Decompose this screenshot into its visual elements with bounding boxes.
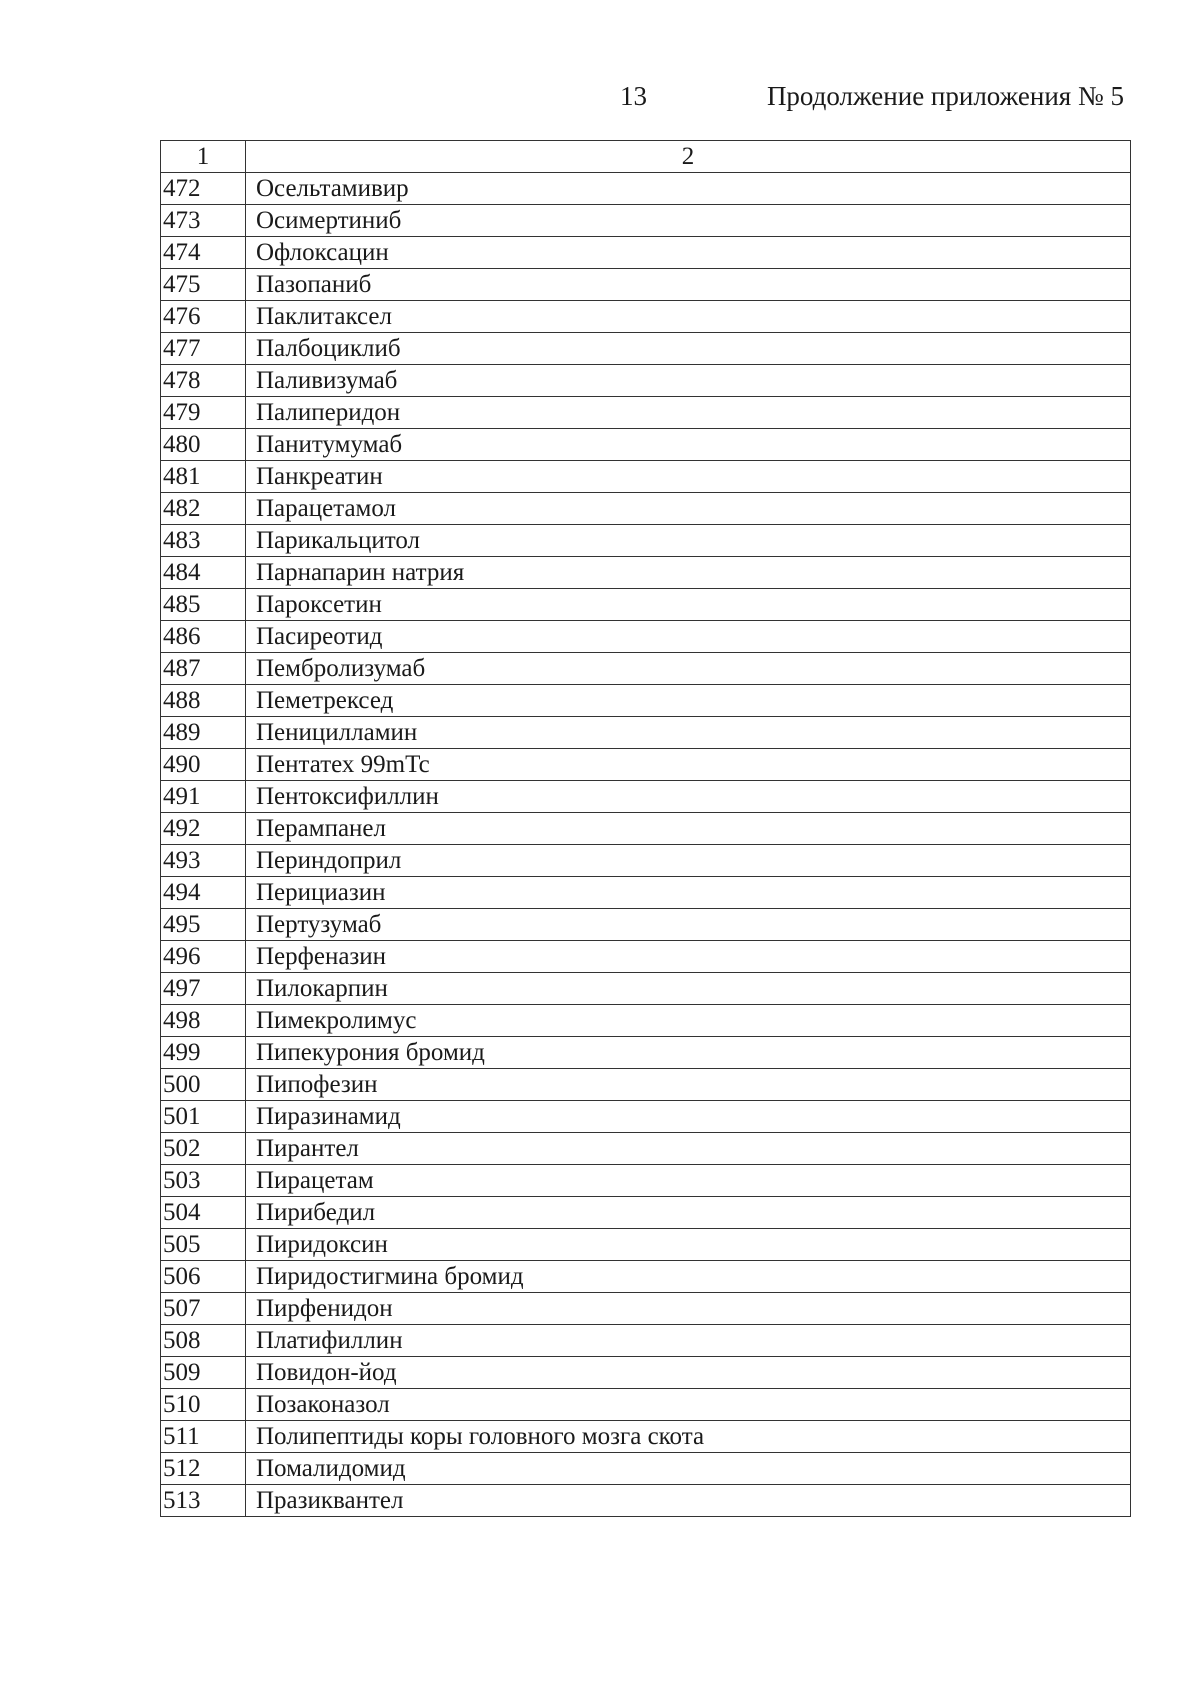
table-row xyxy=(161,909,1131,941)
row-number: 481 xyxy=(161,461,246,493)
drug-name: Пембролизумаб xyxy=(246,653,1131,685)
row-number: 491 xyxy=(161,781,246,813)
drug-name: Празиквантел xyxy=(246,1485,1131,1517)
drug-name: Пилокарпин xyxy=(246,973,1131,1005)
table-row xyxy=(161,461,1131,493)
table-row xyxy=(161,1069,1131,1101)
table-row xyxy=(161,429,1131,461)
drug-name: Осимертиниб xyxy=(246,205,1131,237)
drug-name: Пароксетин xyxy=(246,589,1131,621)
row-number: 482 xyxy=(161,493,246,525)
drug-name: Панитумумаб xyxy=(246,429,1131,461)
table-row xyxy=(161,1229,1131,1261)
drug-name: Пеницилламин xyxy=(246,717,1131,749)
row-number: 505 xyxy=(161,1229,246,1261)
table-row xyxy=(161,973,1131,1005)
drug-name: Паливизумаб xyxy=(246,365,1131,397)
drug-name: Перампанел xyxy=(246,813,1131,845)
table-row xyxy=(161,557,1131,589)
row-number: 494 xyxy=(161,877,246,909)
row-number: 492 xyxy=(161,813,246,845)
column-header-name: 2 xyxy=(246,141,1131,173)
row-number: 480 xyxy=(161,429,246,461)
table-row xyxy=(161,877,1131,909)
table-row xyxy=(161,1101,1131,1133)
row-number: 503 xyxy=(161,1165,246,1197)
drug-name: Перициазин xyxy=(246,877,1131,909)
drug-name: Помалидомид xyxy=(246,1453,1131,1485)
table-row xyxy=(161,365,1131,397)
row-number: 504 xyxy=(161,1197,246,1229)
row-number: 484 xyxy=(161,557,246,589)
drug-name: Пипофезин xyxy=(246,1069,1131,1101)
drug-name: Пертузумаб xyxy=(246,909,1131,941)
table-row xyxy=(161,781,1131,813)
row-number: 483 xyxy=(161,525,246,557)
table-row xyxy=(161,1389,1131,1421)
drug-list-table xyxy=(160,140,1131,1517)
table-row xyxy=(161,269,1131,301)
drug-name: Пентоксифиллин xyxy=(246,781,1131,813)
table-row xyxy=(161,1357,1131,1389)
drug-name: Офлоксацин xyxy=(246,237,1131,269)
table-row xyxy=(161,237,1131,269)
row-number: 477 xyxy=(161,333,246,365)
table-row xyxy=(161,813,1131,845)
drug-name: Пиридостигмина бромид xyxy=(246,1261,1131,1293)
drug-name: Пирантел xyxy=(246,1133,1131,1165)
table-row xyxy=(161,333,1131,365)
row-number: 512 xyxy=(161,1453,246,1485)
table-row xyxy=(161,1197,1131,1229)
drug-name: Пимекролимус xyxy=(246,1005,1131,1037)
row-number: 488 xyxy=(161,685,246,717)
table-row xyxy=(161,717,1131,749)
table-row xyxy=(161,1485,1131,1517)
table-body xyxy=(161,173,1131,1517)
drug-name: Парацетамол xyxy=(246,493,1131,525)
drug-name: Пиридоксин xyxy=(246,1229,1131,1261)
table-row xyxy=(161,1037,1131,1069)
drug-name: Панкреатин xyxy=(246,461,1131,493)
row-number: 474 xyxy=(161,237,246,269)
page-number: 13 xyxy=(620,81,647,111)
table-row xyxy=(161,1165,1131,1197)
drug-name: Пирфенидон xyxy=(246,1293,1131,1325)
row-number: 478 xyxy=(161,365,246,397)
row-number: 507 xyxy=(161,1293,246,1325)
drug-name: Перфеназин xyxy=(246,941,1131,973)
row-number: 498 xyxy=(161,1005,246,1037)
row-number: 479 xyxy=(161,397,246,429)
table-row xyxy=(161,1421,1131,1453)
drug-name: Пентатех 99mTc xyxy=(246,749,1131,781)
row-number: 490 xyxy=(161,749,246,781)
row-number: 499 xyxy=(161,1037,246,1069)
row-number: 508 xyxy=(161,1325,246,1357)
table-row xyxy=(161,397,1131,429)
table-row xyxy=(161,525,1131,557)
drug-name: Парнапарин натрия xyxy=(246,557,1131,589)
drug-name: Пиразинамид xyxy=(246,1101,1131,1133)
table-row xyxy=(161,621,1131,653)
row-number: 502 xyxy=(161,1133,246,1165)
row-number: 506 xyxy=(161,1261,246,1293)
row-number: 489 xyxy=(161,717,246,749)
drug-name: Паклитаксел xyxy=(246,301,1131,333)
drug-name: Повидон-йод xyxy=(246,1357,1131,1389)
table-row xyxy=(161,1325,1131,1357)
table-row xyxy=(161,1005,1131,1037)
drug-name: Пирацетам xyxy=(246,1165,1131,1197)
row-number: 487 xyxy=(161,653,246,685)
row-number: 501 xyxy=(161,1101,246,1133)
row-number: 493 xyxy=(161,845,246,877)
row-number: 497 xyxy=(161,973,246,1005)
table-row xyxy=(161,205,1131,237)
row-number: 510 xyxy=(161,1389,246,1421)
table-header-row xyxy=(161,141,1131,173)
drug-name: Пасиреотид xyxy=(246,621,1131,653)
table-row xyxy=(161,653,1131,685)
row-number: 476 xyxy=(161,301,246,333)
table-row xyxy=(161,493,1131,525)
table-row xyxy=(161,1293,1131,1325)
table-row xyxy=(161,685,1131,717)
row-number: 485 xyxy=(161,589,246,621)
table-row xyxy=(161,749,1131,781)
drug-name: Позаконазол xyxy=(246,1389,1131,1421)
row-number: 473 xyxy=(161,205,246,237)
row-number: 472 xyxy=(161,173,246,205)
row-number: 509 xyxy=(161,1357,246,1389)
table-row xyxy=(161,845,1131,877)
table-row xyxy=(161,1261,1131,1293)
drug-name: Осельтамивир xyxy=(246,173,1131,205)
column-header-number: 1 xyxy=(161,141,246,173)
drug-name: Парикальцитол xyxy=(246,525,1131,557)
row-number: 513 xyxy=(161,1485,246,1517)
row-number: 495 xyxy=(161,909,246,941)
drug-name: Пеметрексед xyxy=(246,685,1131,717)
row-number: 496 xyxy=(161,941,246,973)
drug-name: Пипекурония бромид xyxy=(246,1037,1131,1069)
drug-name: Периндоприл xyxy=(246,845,1131,877)
table-row xyxy=(161,1453,1131,1485)
table-row xyxy=(161,589,1131,621)
table-row xyxy=(161,173,1131,205)
drug-name: Палиперидон xyxy=(246,397,1131,429)
drug-name: Полипептиды коры головного мозга скота xyxy=(246,1421,1131,1453)
table-row xyxy=(161,301,1131,333)
table-row xyxy=(161,941,1131,973)
row-number: 500 xyxy=(161,1069,246,1101)
drug-name: Пирибедил xyxy=(246,1197,1131,1229)
row-number: 486 xyxy=(161,621,246,653)
drug-name: Платифиллин xyxy=(246,1325,1131,1357)
drug-name: Палбоциклиб xyxy=(246,333,1131,365)
appendix-continuation-heading: Продолжение приложения № 5 xyxy=(766,81,1124,111)
drug-name: Пазопаниб xyxy=(246,269,1131,301)
row-number: 475 xyxy=(161,269,246,301)
row-number: 511 xyxy=(161,1421,246,1453)
table-row xyxy=(161,1133,1131,1165)
